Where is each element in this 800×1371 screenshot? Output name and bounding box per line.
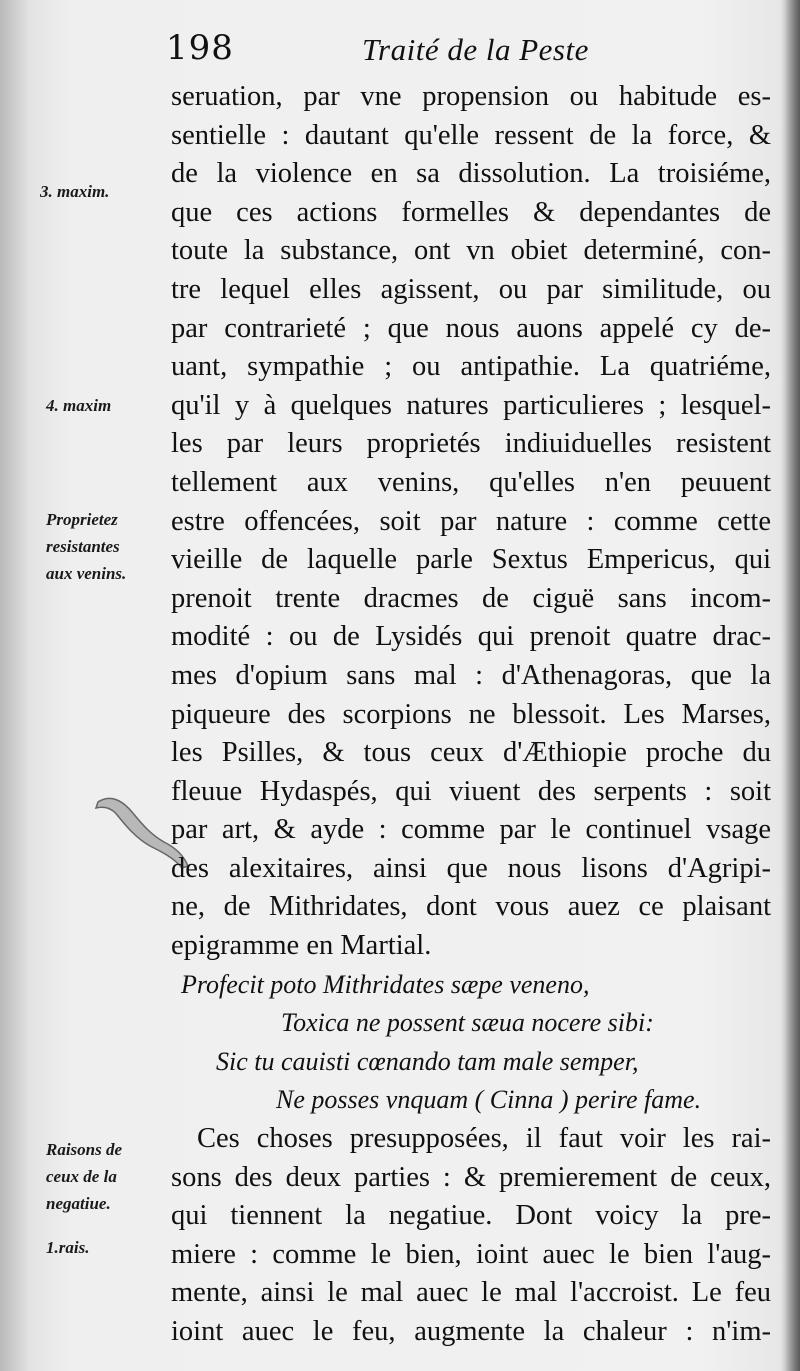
text-line: les Psilles, & tous ceux d'Æthiopie proche du: [171, 737, 771, 769]
verse-line: Sic tu cauisti cœnando tam male semper,: [216, 1046, 639, 1076]
text-line: ioint auec le feu, augmente la chaleur : n'im-: [171, 1316, 771, 1347]
margin-note-line: negatiue.: [46, 1194, 111, 1213]
margin-note-line: aux venins.: [46, 564, 127, 583]
margin-note-line: ceux de la: [46, 1167, 117, 1186]
margin-note-proprietez: [46, 506, 126, 587]
margin-note-line: 4. maxim: [46, 396, 112, 415]
margin-note-maxim-3: [40, 178, 109, 205]
margin-note-line: resistantes: [46, 537, 120, 556]
text-line: sentielle : dautant qu'elle ressent de la force, &: [171, 119, 771, 151]
text-line: les par leurs proprietés indiuiduelles resistent: [171, 428, 771, 460]
text-line: par contrarieté ; que nous auons appelé cy de-: [171, 312, 771, 344]
running-title: Traité de la Peste: [362, 32, 589, 67]
margin-note-line: Proprietez: [46, 510, 118, 529]
text-line: vieille de laquelle parle Sextus Empericus, qui: [171, 544, 771, 576]
main-text-block: [171, 78, 771, 1352]
margin-note-maxim-4: [46, 392, 111, 419]
verse-block: [171, 966, 771, 1120]
text-line: qui tiennent la negatiue. Dont voicy la pre-: [171, 1200, 771, 1232]
margin-note-raison-1: [46, 1234, 89, 1261]
margin-note-line: 3. maxim.: [40, 182, 110, 201]
text-line: tre lequel elles agissent, ou par similitude, ou: [171, 273, 771, 305]
text-line: epigramme en Martial.: [171, 930, 432, 962]
text-line: de la violence en sa dissolution. La troisiéme,: [171, 158, 771, 190]
text-line: miere : comme le bien, ioint auec le bien l'aug-: [171, 1238, 771, 1270]
text-line: prenoit trente dracmes de ciguë sans incom-: [171, 582, 771, 614]
verse-line: Ne posses vnquam ( Cinna ) perire fame.: [276, 1085, 702, 1115]
running-head: [166, 28, 726, 78]
verse-line: Toxica ne possent sæua nocere sibi:: [281, 1008, 654, 1038]
text-line: ne, de Mithridates, dont vous auez ce plaisant: [171, 891, 771, 923]
text-line: par art, & ayde : comme par le continuel vsage: [171, 814, 771, 846]
text-line: modité : ou de Lysidés qui prenoit quatre drac-: [171, 621, 771, 653]
text-line: uant, sympathie ; ou antipathie. La quatriéme,: [171, 351, 771, 383]
page-number: 198: [166, 28, 234, 68]
text-line: des alexitaires, ainsi que nous lisons d'Agripi-: [171, 852, 771, 884]
text-line: seruation, par vne propension ou habitude es-: [171, 81, 771, 112]
margin-note-line: Raisons de: [46, 1140, 123, 1159]
page-gutter-shadow: [784, 0, 800, 1371]
text-line: mente, ainsi le mal auec le mal l'accroist. Le feu: [171, 1277, 771, 1309]
text-line: que ces actions formelles & dependantes de: [171, 196, 771, 228]
text-line: tellement aux venins, qu'elles n'en peuuent: [171, 466, 771, 498]
margin-note-raisons: [46, 1136, 122, 1217]
text-line: piqueure des scorpions ne blessoit. Les Marses,: [171, 698, 771, 730]
verse-line: Profecit poto Mithridates sæpe veneno,: [181, 969, 590, 999]
text-line: estre offencées, soit par nature : comme cette: [171, 505, 771, 537]
text-line: sons des deux parties : & premierement de ceux,: [171, 1161, 771, 1193]
text-line: Ces choses presupposées, il faut voir les rai-: [197, 1123, 771, 1155]
text-line: mes d'opium sans mal : d'Athenagoras, que la: [171, 659, 771, 691]
text-line: toute la substance, ont vn obiet determiné, con-: [171, 235, 771, 267]
text-line: qu'il y à quelques natures particulieres ; lesquel-: [171, 389, 771, 421]
text-line: fleuue Hydaspés, qui viuent des serpents : soit: [171, 775, 771, 807]
margin-note-line: 1.rais.: [46, 1238, 90, 1257]
